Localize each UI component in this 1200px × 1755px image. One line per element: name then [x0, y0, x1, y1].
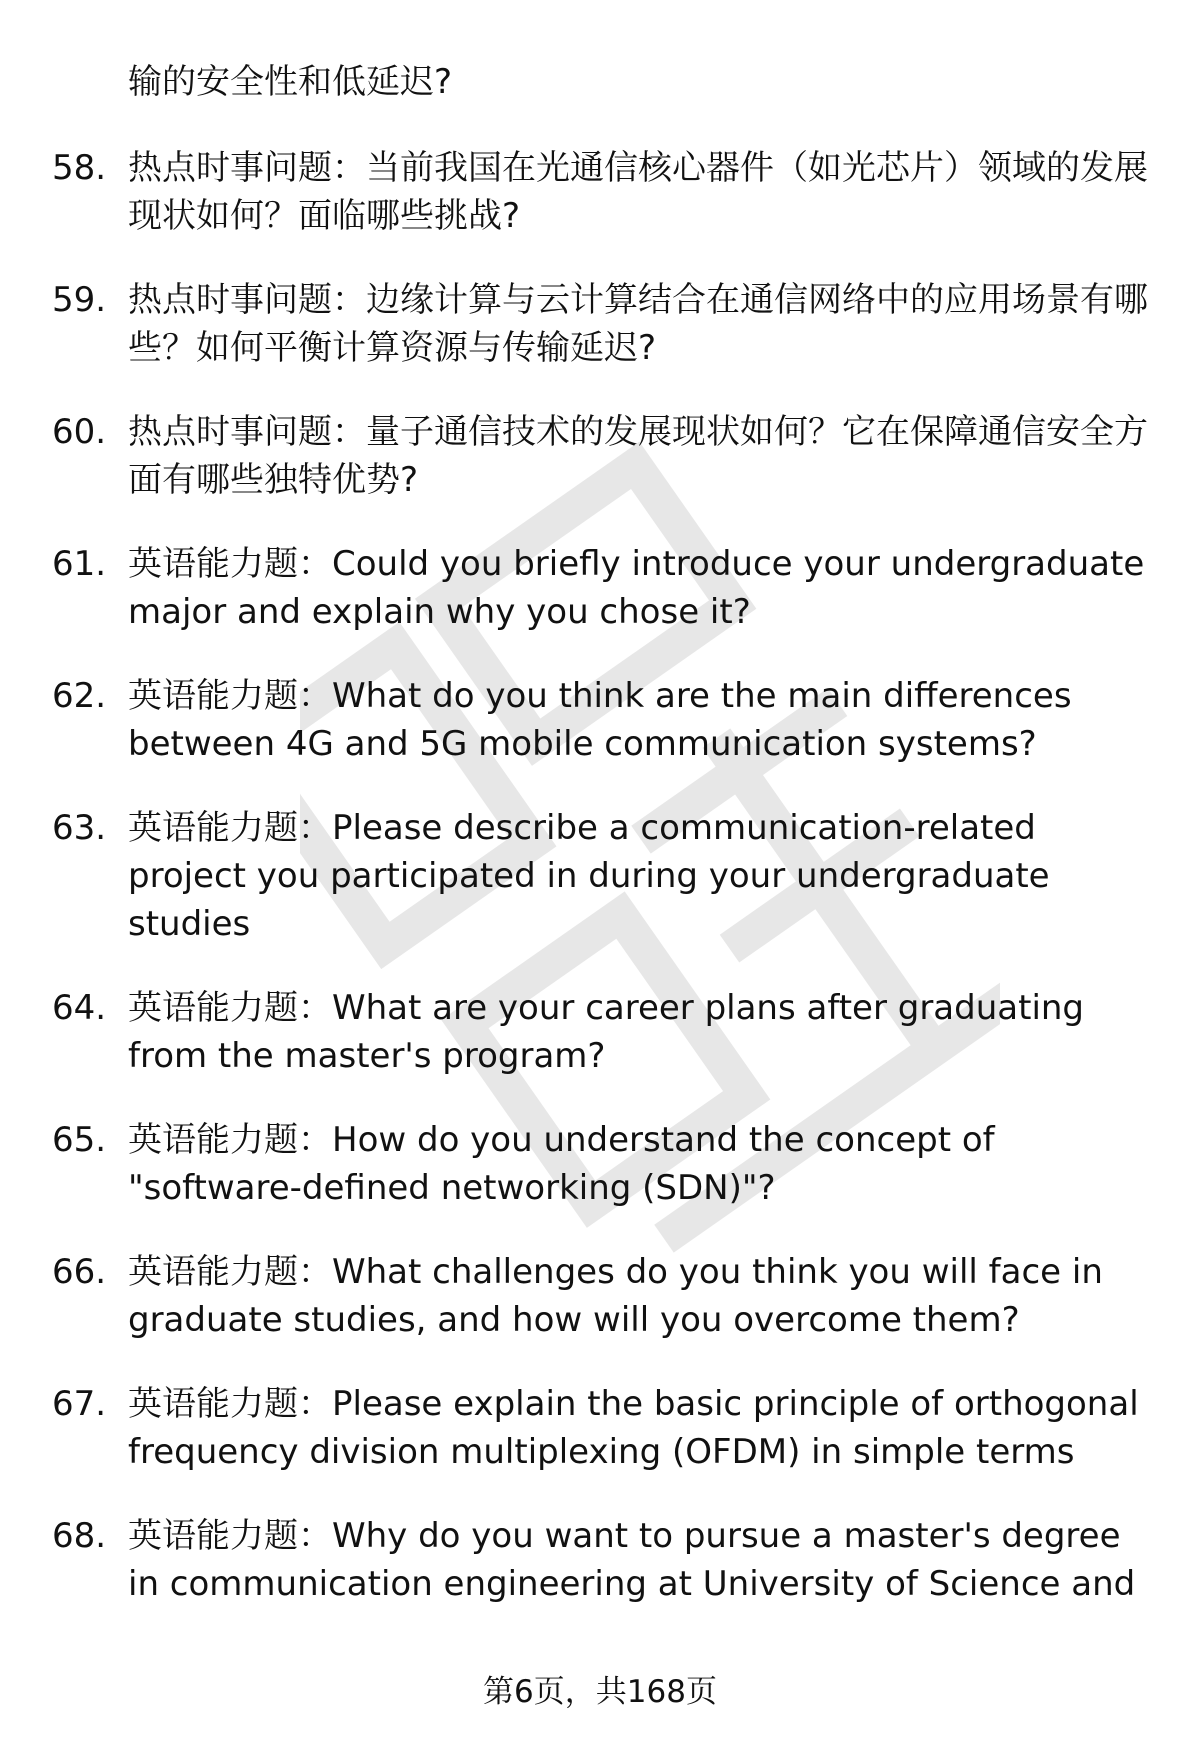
- list-item: [52, 276, 1152, 372]
- item-number: 58.: [52, 148, 107, 188]
- item-text: 英语能力题：Please describe a communication-related project you participated in during your undergraduate studies: [128, 808, 1050, 944]
- item-text: 英语能力题：What challenges do you think you will face in graduate studies, and how will you overcome them?: [128, 1252, 1103, 1340]
- item-number: 66.: [52, 1252, 107, 1292]
- item-text: 英语能力题：What do you think are the main differences between 4G and 5G mobile communication systems?: [128, 676, 1072, 764]
- list-item: [52, 1380, 1152, 1476]
- page-number-label: 第6页，共168页: [483, 1674, 717, 1710]
- item-text: 英语能力题：What are your career plans after graduating from the master's program?: [128, 988, 1085, 1076]
- list-item: [52, 408, 1152, 504]
- item-text: 热点时事问题：量子通信技术的发展现状如何？它在保障通信安全方面有哪些独特优势?: [128, 412, 1148, 500]
- item-number: 67.: [52, 1384, 107, 1424]
- item-number: 64.: [52, 988, 107, 1028]
- item-number: 59.: [52, 280, 107, 320]
- continued-question-text: 输的安全性和低延迟?: [128, 62, 453, 102]
- page-footer: [0, 1672, 1200, 1712]
- item-number: 63.: [52, 808, 107, 848]
- list-item: [52, 144, 1152, 240]
- list-item: [52, 672, 1152, 768]
- list-item: [52, 540, 1152, 636]
- item-number: 68.: [52, 1516, 107, 1556]
- list-item: [52, 1248, 1152, 1344]
- list-item: [52, 1116, 1152, 1212]
- item-text: 英语能力题：Please explain the basic principle of orthogonal frequency division multiplexing (OFDM) in simple terms: [128, 1384, 1139, 1472]
- item-number: 65.: [52, 1120, 107, 1160]
- item-number: 61.: [52, 544, 107, 584]
- list-item: [52, 984, 1152, 1080]
- item-text: 英语能力题：How do you understand the concept of "software-defined networking (SDN)"?: [128, 1120, 995, 1208]
- item-number: 60.: [52, 412, 107, 452]
- list-item: [52, 804, 1152, 948]
- item-text: 英语能力题：Why do you want to pursue a master's degree in communication engineering at University of Science and: [128, 1516, 1136, 1604]
- question-list: [52, 58, 1152, 1644]
- item-text: 英语能力题：Could you briefly introduce your undergraduate major and explain why you chose it?: [128, 544, 1145, 632]
- item-text: 热点时事问题：当前我国在光通信核心器件（如光芯片）领域的发展现状如何？面临哪些挑战?: [128, 148, 1148, 236]
- item-number: 62.: [52, 676, 107, 716]
- list-item: [52, 1512, 1152, 1608]
- item-text: 热点时事问题：边缘计算与云计算结合在通信网络中的应用场景有哪些？如何平衡计算资源与传输延迟?: [128, 280, 1148, 368]
